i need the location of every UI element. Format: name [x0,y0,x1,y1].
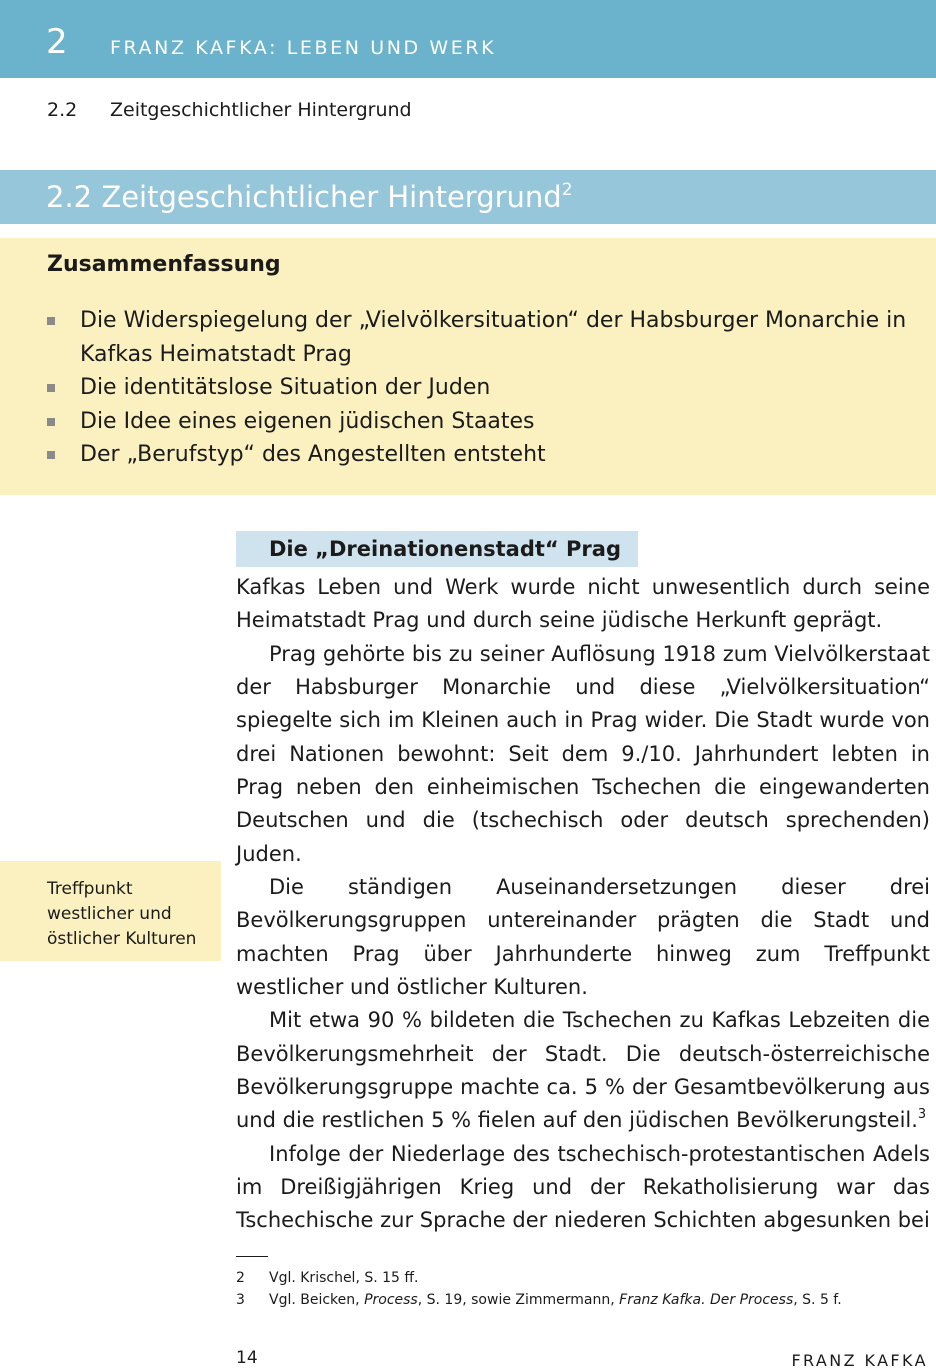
section-heading-bar [0,170,936,224]
running-section-title: Zeitgeschichtlicher Hintergrund [110,99,412,121]
chapter-header-bar [0,0,936,78]
summary-item [47,304,927,371]
margin-note [0,861,221,961]
section-heading [46,178,573,216]
summary-item-text: Die identitätslose Situation der Juden [80,375,491,400]
chapter-title: FRANZ KAFKA: LEBEN UND WERK [110,37,497,59]
square-bullet-icon [47,451,55,459]
summary-item [47,438,927,472]
summary-item-text: Die Widerspiegelung der „Vielvölkersituation“ der Habsburger Monarchie in Kafkas Heimatstadt Prag [80,308,907,367]
body-paragraph: Die ständigen Auseinandersetzungen dieser drei Bevölkerungsgruppen untereinander prägten die Stadt und machten Prag über Jahrhunderte hinweg zum Treffpunkt westlicher und östlicher Kulturen. [236,874,930,999]
chapter-number: 2 [46,22,68,62]
summary-item-text: Die Idee eines eigenen jüdischen Staates [80,408,535,434]
body-text [236,571,930,1238]
footnote-ref-2[interactable]: 2 [561,180,573,200]
summary-title: Zusammenfassung [47,252,281,277]
footnote-work-title: Process [364,1292,418,1308]
body-paragraph-text: Mit etwa 90 % bildeten die Tschechen zu Kafkas Lebzeiten die Bevölkerungsmehrheit der Stadt. Die deutsch-österreichische Bevölkerungsgruppe machte ca. 5 % der Gesamtbevölkerung aus und die restlichen 5 % fielen auf den jüdischen Bevölkerungsteil. [236,1008,930,1133]
margin-note-text: Treffpunkt westlicher und östlicher Kulturen [47,879,197,949]
square-bullet-icon [47,317,55,325]
square-bullet-icon [47,384,55,392]
subheading-box [236,531,638,567]
page-number: 14 [236,1348,258,1368]
summary-list [47,304,927,472]
footnote-text: , S. 19, sowie Zimmermann, [417,1292,620,1308]
subheading: Die „Dreinationenstadt“ Prag [269,537,621,561]
summary-item [47,405,927,439]
footnote-number: 2 [236,1270,245,1286]
summary-item-text: Der „Berufstyp“ des Angestellten entsteht [80,442,546,467]
body-paragraph [236,1004,930,1137]
footnote [236,1269,419,1287]
footnote [236,1291,842,1309]
body-paragraph: Prag gehörte bis zu seiner Auflösung 1918 zum Vielvölkerstaat der Habsburger Monarchie und diese „Vielvölkersituation“ spiegelte sich im Kleinen auch in Prag wider. Die Stadt wurde von drei Nationen bewohnt: Seit dem 9./10. Jahrhundert lebten in Prag neben den einheimischen Tschechen die eingewanderten Deutschen und die (tschechisch oder deutsch sprechenden) Juden. [236,641,930,866]
square-bullet-icon [47,418,55,426]
footnote-text: Vgl. Beicken, [269,1292,365,1308]
body-paragraph: Kafkas Leben und Werk wurde nicht unwesentlich durch seine Heimatstadt Prag und durch seine jüdische Herkunft geprägt. [236,575,930,633]
footnote-work-title: Franz Kafka. Der Process [619,1292,794,1308]
footer-title: FRANZ KAFKA [791,1351,928,1370]
footnote-number: 3 [236,1292,245,1308]
section-heading-text: 2.2 Zeitgeschichtlicher Hintergrund [46,180,562,214]
summary-item [47,371,927,405]
footnote-divider [236,1256,268,1257]
running-section-number: 2.2 [47,99,78,121]
footnote-text: , S. 5 f. [793,1292,842,1308]
footnote-text: Vgl. Krischel, S. 15 ff. [269,1270,419,1286]
summary-box [0,238,936,495]
footnote-ref-3[interactable]: 3 [917,1107,927,1123]
body-paragraph: Infolge der Niederlage des tschechisch-protestantischen Adels im Dreißigjährigen Krieg und der Rekatholisierung war das Tschechische zur Sprache der niederen Schichten abgesunken bei [236,1141,930,1233]
